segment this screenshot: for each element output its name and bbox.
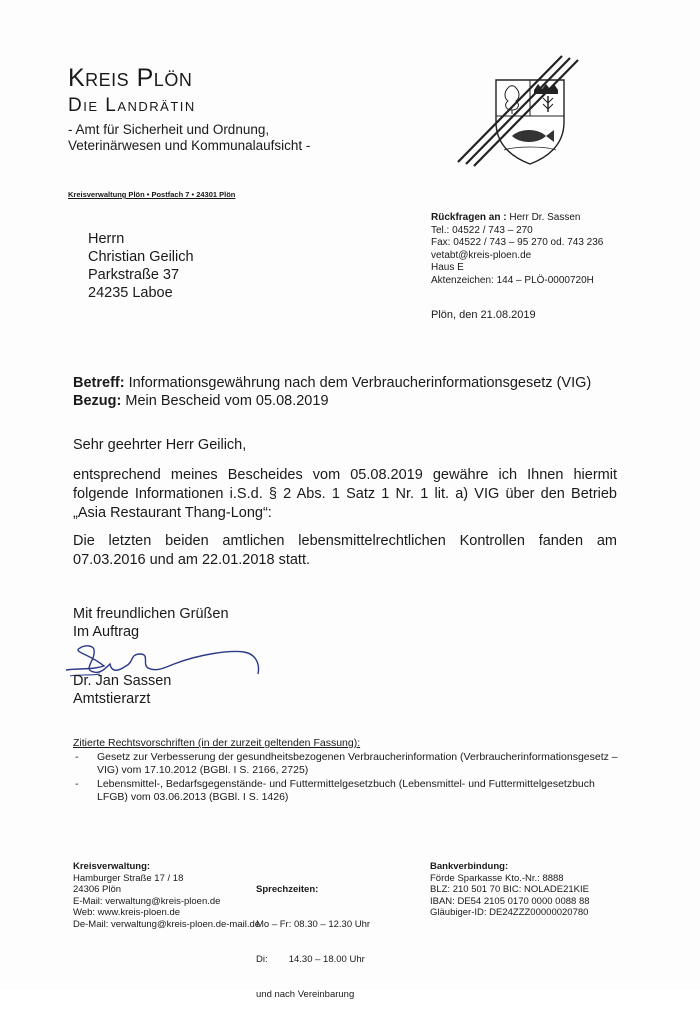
body-paragraph: Die letzten beiden amtlichen lebensmittelrechtlichen Kontrollen fanden am 07.03.2016 und am 22.01.2018 statt. xyxy=(73,533,617,568)
footer-bank-details: Bankverbindung: Förde Sparkasse Kto.-Nr.: 8888 BLZ: 210 501 70 BIC: NOLADE21KIE IBAN: DE54 2105 0170 0000 0088 88 Gläubiger-ID: DE24ZZZ00000020780 xyxy=(430,861,590,919)
subject-text: Informationsgewährung nach dem Verbraucherinformationsgesetz (VIG) xyxy=(128,375,592,391)
contact-house: Haus E xyxy=(431,262,464,274)
contact-fax: Fax: 04522 / 743 – 95 270 od. 743 236 xyxy=(431,237,604,249)
sender-return-line: Kreisverwaltung Plön • Postfach 7 • 24301 Plön xyxy=(68,190,236,199)
contact-email: vetabt@kreis-ploen.de xyxy=(431,249,532,261)
legislation-item: - Lebensmittel-, Bedarfsgegenstände- und Futtermittelgesetzbuch (Lebensmittel- und Futtermittelgesetzbuch LFGB) vom 03.06.2013 (BGBl. I S. 1426) xyxy=(75,778,595,803)
signatory-title: Amtstierarzt xyxy=(73,691,151,707)
letter-date: Plön, den 21.08.2019 xyxy=(431,309,536,321)
contact-block xyxy=(431,212,603,288)
recipient-address xyxy=(88,230,194,302)
kreis-ploen-coat-of-arms-icon xyxy=(452,54,582,174)
closing: Mit freundlichen Grüßen Im Auftrag xyxy=(73,606,229,640)
recipient-line: Herrn xyxy=(88,231,125,247)
department-name: - Amt für Sicherheit und Ordnung, Veterinärwesen und Kommunalaufsicht - xyxy=(68,122,311,153)
subject-label: Betreff: xyxy=(73,375,125,391)
reference-label: Bezug: xyxy=(73,393,122,409)
recipient-line: 24235 Laboe xyxy=(88,285,173,301)
body-paragraph: entsprechend meines Bescheides vom 05.08.2019 gewähre ich Ihnen hiermit folgende Informationen i.S.d. § 2 Abs. 1 Satz 1 Nr. 1 lit. a) VIG über den Betrieb „Asia Restaurant Thang-Long“: xyxy=(73,467,617,521)
legislation-item: - Gesetz zur Verbesserung der gesundheitsbezogenen Verbraucherinformation (Verbraucherinformationsgesetz – VIG) vom 17.10.2012 (BGBl. I S. 2166, 2725) xyxy=(75,751,618,776)
footer-administration: Kreisverwaltung: Hamburger Straße 17 / 18 24306 Plön E-Mail: verwaltung@kreis-ploen.de Web: www.kreis-ploen.de De-Mail: verwaltung@kreis-ploen.de-mail.de xyxy=(73,861,261,930)
header-die-landraetin: Die Landrätin xyxy=(68,95,196,116)
reference-text: Mein Bescheid vom 05.08.2019 xyxy=(125,393,329,409)
recipient-line: Parkstraße 37 xyxy=(88,267,180,283)
contact-tel: Tel.: 04522 / 743 – 270 xyxy=(431,224,533,236)
signatory xyxy=(73,672,171,708)
cited-legislation xyxy=(73,737,621,804)
header-kreis-ploen: Kreis Plön xyxy=(68,64,193,92)
salutation: Sehr geehrter Herr Geilich, xyxy=(73,437,247,453)
contact-name: Herr Dr. Sassen xyxy=(509,212,581,223)
contact-label: Rückfragen an : xyxy=(431,212,507,223)
contact-reference: Aktenzeichen: 144 – PLÖ-0000720H xyxy=(431,274,594,286)
signatory-name: Dr. Jan Sassen xyxy=(73,673,172,689)
subject-block xyxy=(73,374,591,410)
footer-opening-hours: Sprechzeiten: Mo – Fr: 08.30 – 12.30 Uhr Di: 14.30 – 18.00 Uhr und nach Vereinbarung xyxy=(256,884,371,1000)
legislation-title: Zitierte Rechtsvorschriften (in der zurzeit geltenden Fassung): xyxy=(73,737,361,749)
recipient-line: Christian Geilich xyxy=(88,249,194,265)
